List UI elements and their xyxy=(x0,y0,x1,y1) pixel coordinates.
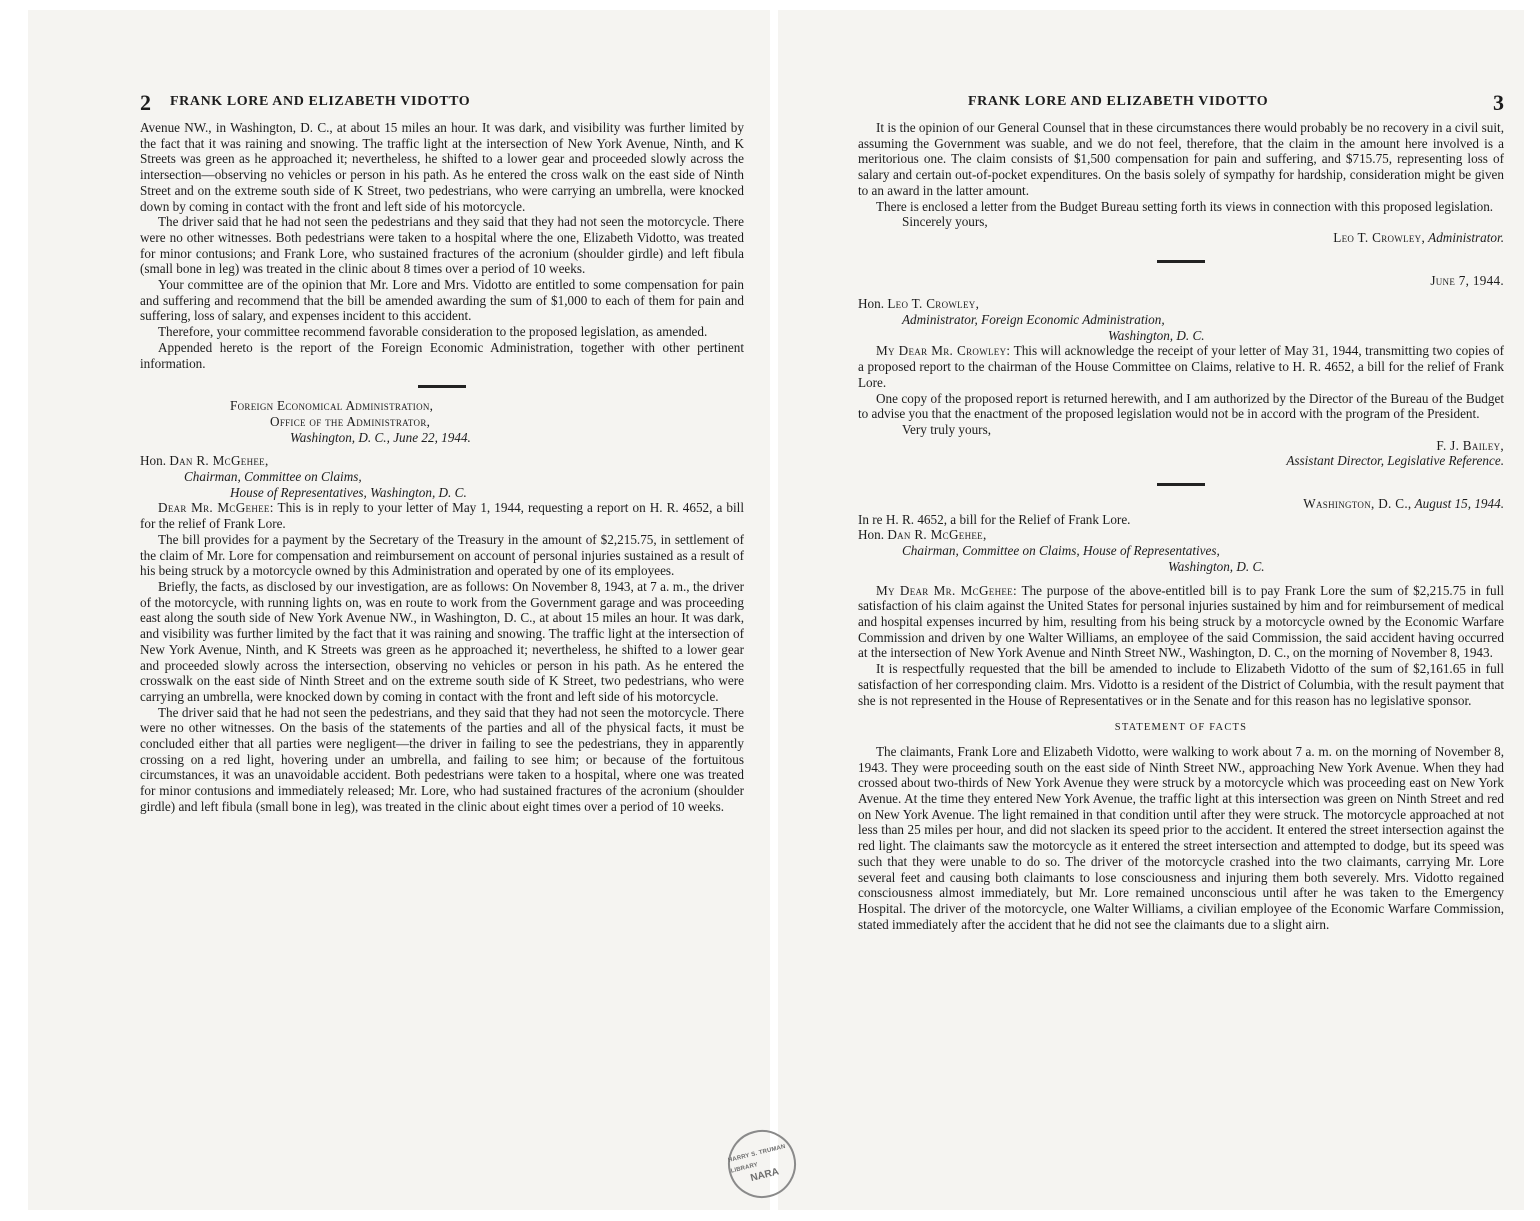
letter-opening: My Dear Mr. Crowley: This will acknowledge the receipt of your letter of May 31, 1944, transmitting two copies of a proposed report to the chairman of the House Committee on Claims, relative to H. R. 4652, a bill for the relief of Frank Lore. xyxy=(858,343,1504,390)
signature-name: F. J. Bailey, xyxy=(1436,437,1504,453)
letter-paragraph: The bill provides for a payment by the Secretary of the Treasury in the amount of $2,215.75, in settlement of the claim of Mr. Lore for compensation and reimbursement on account of personal injuries sustained as a result of his being struck by a motorcycle owned by this Administration and operated by one of its employees. xyxy=(140,531,744,579)
letterhead-office: Office of the Administrator, xyxy=(270,413,431,429)
letter-dateline: Washington, D. C., August 15, 1944. xyxy=(1303,496,1504,512)
letterhead-date: Washington, D. C., June 22, 1944. xyxy=(290,429,471,445)
addressee-org: House of Representatives, Washington, D. C. xyxy=(230,484,467,500)
letter-paragraph: The driver said that he had not seen the pedestrians, and they said that they had not seen the motorcycle. There were no other witnesses. On the basis of the statements of the parties and all of the physical facts, it must be concluded either that all parties were negligent—the driver in failing to see the pedestrians, they in apparently crossing on a red light, hovering under an umbrella, and failing to see him; or because of the fortuitous circumstances, it was an unavoidable accident. Both pedestrians were taken to a hospital, where one was treated for minor contusions and immediately released; Mr. Lore, who had sustained fractures of the acronium (shoulder girdle) and left fibula (small bone in leg), was treated in the clinic about eight times over a period of 10 weeks. xyxy=(140,704,744,814)
signature: Leo T. Crowley, Administrator. xyxy=(1333,229,1504,245)
left-page-body xyxy=(140,120,744,815)
section-divider xyxy=(1157,260,1205,263)
addressee-title: Chairman, Committee on Claims, xyxy=(184,469,362,485)
letter-opening: Dear Mr. McGehee: This is in reply to your letter of May 1, 1944, requesting a report on H. R. 4652, a bill for the relief of Frank Lore. xyxy=(140,500,744,532)
body-paragraph: Your committee are of the opinion that Mr. Lore and Mrs. Vidotto are entitled to some compensation for pain and suffering and recommend that the bill be amended awarding the sum of $1,000 to each of them for pain and suffering, loss of salary, and expenses incident to this accident. xyxy=(140,277,744,324)
section-divider xyxy=(1157,483,1205,486)
addressee-name: Hon. Dan R. McGehee, xyxy=(140,453,269,469)
body-paragraph: Avenue NW., in Washington, D. C., at about 15 miles an hour. It was dark, and visibility was further limited by the fact that it was raining and snowing. The traffic light at the intersection of New York Avenue, Ninth, and K Streets was green as he approached it; nevertheless, he shifted to a lower gear and proceeded slowly across the intersection—observing no vehicles or person in his path. As he entered the cross walk on the east side of Ninth Street and on the extreme south side of K Street, two pedestrians, who were carrying an umbrella, were knocked down by coming in contact with the front and left side of his motorcycle. xyxy=(140,120,744,214)
body-paragraph: Therefore, your committee recommend favorable consideration to the proposed legislation, as amended. xyxy=(158,324,708,340)
in-re-line: In re H. R. 4652, a bill for the Relief of Frank Lore. xyxy=(858,511,1131,527)
letter-date: June 7, 1944. xyxy=(1430,272,1504,288)
body-paragraph: The driver said that he had not seen the pedestrians and they said that they had not seen the motorcycle. There were no other witnesses. Both pedestrians were taken to a hospital where the one, Elizabeth Vidotto, was treated for minor contusions; and Frank Lore, who sustained fractures of the acronium (shoulder girdle) and left fibula (small bone in leg) was treated in the clinic about 8 times over a period of 10 weeks. xyxy=(140,214,744,277)
truman-library-stamp: HARRY S. TRUMAN LIBRARY NARA xyxy=(721,1123,803,1205)
addressee-title: Administrator, Foreign Economic Administration, xyxy=(902,312,1165,328)
addressee-name: Hon. Dan R. McGehee, xyxy=(858,527,987,543)
body-paragraph: There is enclosed a letter from the Budget Bureau setting forth its views in connection with this proposed legislation. xyxy=(876,198,1494,214)
addressee-title: Chairman, Committee on Claims, House of Representatives, xyxy=(902,543,1220,559)
letter-paragraph: Briefly, the facts, as disclosed by our investigation, are as follows: On November 8, 1943, at 7 a. m., the driver of the motorcycle, with running lights on, was en route to work from the Government garage and was proceeding east along the south side of New York Avenue NW., in Washington, D. C., at about 15 miles an hour. It was dark, and visibility was further limited by the fact that it was raining and snowing. The traffic light at the intersection of New York Avenue, Ninth, and K Streets was green as he approached it; nevertheless, he shifted to a lower gear and proceeded slowly across the intersection, observing no vehicles or person in his path. As he entered the crosswalk on the east side of Ninth Street and on the extreme south side of K Street, two pedestrians, who were carrying an umbrella, were knocked down by coming in contact with the front and left side of his motorcycle. xyxy=(140,578,744,704)
right-page xyxy=(778,10,1524,1210)
letter-paragraph: It is respectfully requested that the bill be amended to include to Elizabeth Vidotto of the sum of $2,161.65 in full satisfaction of her corresponding claim. Mrs. Vidotto is a resident of the District of Columbia, with the result payment that she is not represented in the House of Representatives or in the Senate and for this reason has no legislative sponsor. xyxy=(858,661,1504,708)
body-paragraph: It is the opinion of our General Counsel that in these circumstances there would probably be no recovery in a civil suit, assuming the Government was suable, and we do not feel, therefore, that the claim in the amount here involved is a meritorious one. The claim consists of $1,500 compensation for pain and suffering, and $715.75, representing loss of salary and certain out-of-pocket expenditures. On the basis solely of sympathy for hardship, consideration might be given to an award in the latter amount. xyxy=(858,120,1504,198)
running-head xyxy=(140,90,744,120)
page-number: 3 xyxy=(1493,90,1504,115)
addressee-place: Washington, D. C. xyxy=(1168,558,1265,574)
running-head xyxy=(858,90,1504,120)
running-title: FRANK LORE AND ELIZABETH VIDOTTO xyxy=(968,94,1269,109)
addressee-name: Hon. Leo T. Crowley, xyxy=(858,296,980,312)
section-divider xyxy=(418,385,466,388)
running-title: FRANK LORE AND ELIZABETH VIDOTTO xyxy=(170,94,471,109)
salutation: Dear Mr. McGehee: xyxy=(158,500,274,516)
letter-opening: My Dear Mr. McGehee: The purpose of the above-entitled bill is to pay Frank Lore the sum of $2,215.75 in full satisfaction of his claim against the United States for personal injuries sustained by him and for reimbursement of medical and hospital expenses incurred by him, resulting from his being struck by a motorcycle owned by the Economic Warfare Commission and driven by one Walter Williams, an employee of the said Commission, the said accident having occurred at the intersection of New York Avenue and Ninth Street NW., Washington, D. C., on the morning of November 8, 1943. xyxy=(858,582,1504,661)
letter-paragraph: One copy of the proposed report is returned herewith, and I am authorized by the Director of the Bureau of the Budget to advise you that the enactment of the proposed legislation would not be in accord with the program of the President. xyxy=(858,390,1504,422)
facts-paragraph: The claimants, Frank Lore and Elizabeth Vidotto, were walking to work about 7 a. m. on the morning of November 8, 1943. They were proceeding south on the east side of Ninth Street NW., approaching New York Avenue. When they had crossed about two-thirds of New York Avenue they were struck by a motorcycle which was proceeding east on New York Avenue. At the time they entered New York Avenue, the traffic light at this intersection was green on Ninth Street and red on New York Avenue. The light remained in that condition until after they were struck. The motorcycle approached at not less than 25 miles per hour, and did not slacken its speed prior to the accident. It entered the street intersection against the red light. The claimants saw the motorcycle as it entered the street intersection and attempted to dodge, but its speed was such that they were unable to do so. The driver of the motorcycle crashed into the two claimants, carrying Mr. Lore several feet and causing both claimants to lose consciousness and injuring them both severely. Mrs. Vidotto regained consciousness almost immediately, but Mr. Lore remained unconscious until after he was taken to the Emergency Hospital. The driver of the motorcycle, one Walter Williams, a civilian employee of the Economic Warfare Commission, stated immediately after the accident that he did not see the claimants due to a slight airn. xyxy=(858,743,1504,932)
letterhead-org: Foreign Economical Administration, xyxy=(230,398,434,414)
signature-title: Assistant Director, Legislative Reference. xyxy=(1286,453,1504,469)
page-number: 2 xyxy=(140,90,151,115)
salutation: My Dear Mr. McGehee: xyxy=(876,582,1017,598)
body-paragraph: Appended hereto is the report of the Foreign Economic Administration, together with other pertinent information. xyxy=(140,339,744,371)
closing: Sincerely yours, xyxy=(902,214,988,230)
salutation: My Dear Mr. Crowley: xyxy=(876,343,1011,359)
left-page xyxy=(28,10,770,1210)
section-heading: STATEMENT OF FACTS xyxy=(1114,722,1248,734)
addressee-place: Washington, D. C. xyxy=(1108,327,1205,343)
closing: Very truly yours, xyxy=(902,421,992,437)
right-page-body xyxy=(858,120,1504,932)
